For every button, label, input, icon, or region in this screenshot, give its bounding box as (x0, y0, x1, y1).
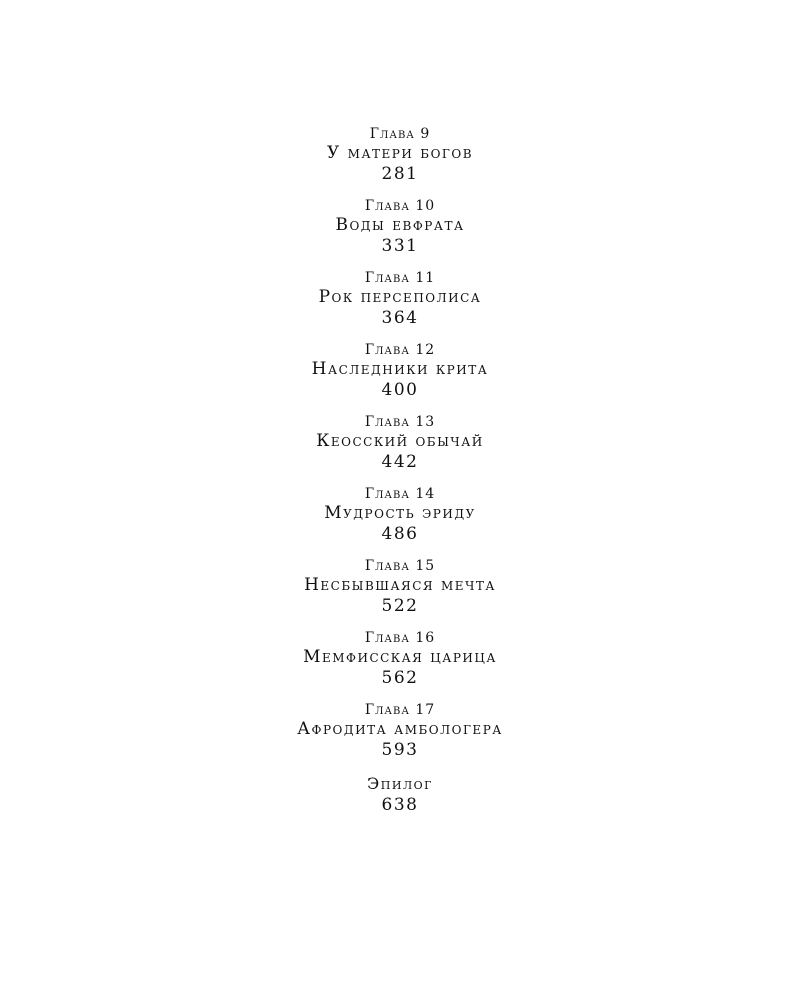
table-of-contents (0, 126, 800, 829)
page-number: 562 (381, 668, 419, 688)
toc-entry-chapter-15 (0, 558, 800, 617)
toc-entry-epilogue (0, 774, 800, 816)
page-number: 486 (381, 524, 419, 544)
chapter-title: Воды евфрата (335, 215, 465, 235)
page-number: 364 (381, 308, 419, 328)
chapter-label: Глава 11 (364, 270, 436, 286)
page-number: 442 (381, 452, 419, 472)
page-number: 522 (381, 596, 419, 616)
page-number: 638 (381, 795, 419, 815)
chapter-title: Наследники крита (311, 359, 489, 379)
page-number: 400 (381, 380, 419, 400)
chapter-label: Глава 15 (364, 558, 436, 574)
chapter-label: Глава 13 (364, 414, 436, 430)
chapter-title: У матери богов (326, 143, 474, 163)
chapter-title: Рок персеполиса (318, 287, 482, 307)
page-number: 593 (381, 740, 419, 760)
epilogue-title: Эпилог (367, 774, 433, 793)
chapter-title: Несбывшаяся мечта (304, 575, 496, 595)
chapter-label: Глава 10 (364, 198, 436, 214)
chapter-label: Глава 9 (369, 126, 431, 142)
chapter-label: Глава 14 (364, 486, 436, 502)
toc-entry-chapter-11 (0, 270, 800, 329)
toc-entry-chapter-12 (0, 342, 800, 401)
chapter-label: Глава 16 (364, 630, 436, 646)
toc-entry-chapter-16 (0, 630, 800, 689)
toc-entry-chapter-10 (0, 198, 800, 257)
toc-entry-chapter-14 (0, 486, 800, 545)
chapter-title: Мемфисская царица (303, 647, 497, 667)
chapter-title: Афродита амбологера (297, 719, 503, 739)
page-number: 331 (381, 236, 419, 256)
chapter-title: Мудрость эриду (324, 503, 476, 523)
chapter-label: Глава 17 (364, 702, 436, 718)
chapter-label: Глава 12 (364, 342, 436, 358)
page-number: 281 (381, 164, 419, 184)
toc-entry-chapter-17 (0, 702, 800, 761)
toc-entry-chapter-9 (0, 126, 800, 185)
toc-entry-chapter-13 (0, 414, 800, 473)
chapter-title: Кеосский обычай (316, 431, 484, 451)
